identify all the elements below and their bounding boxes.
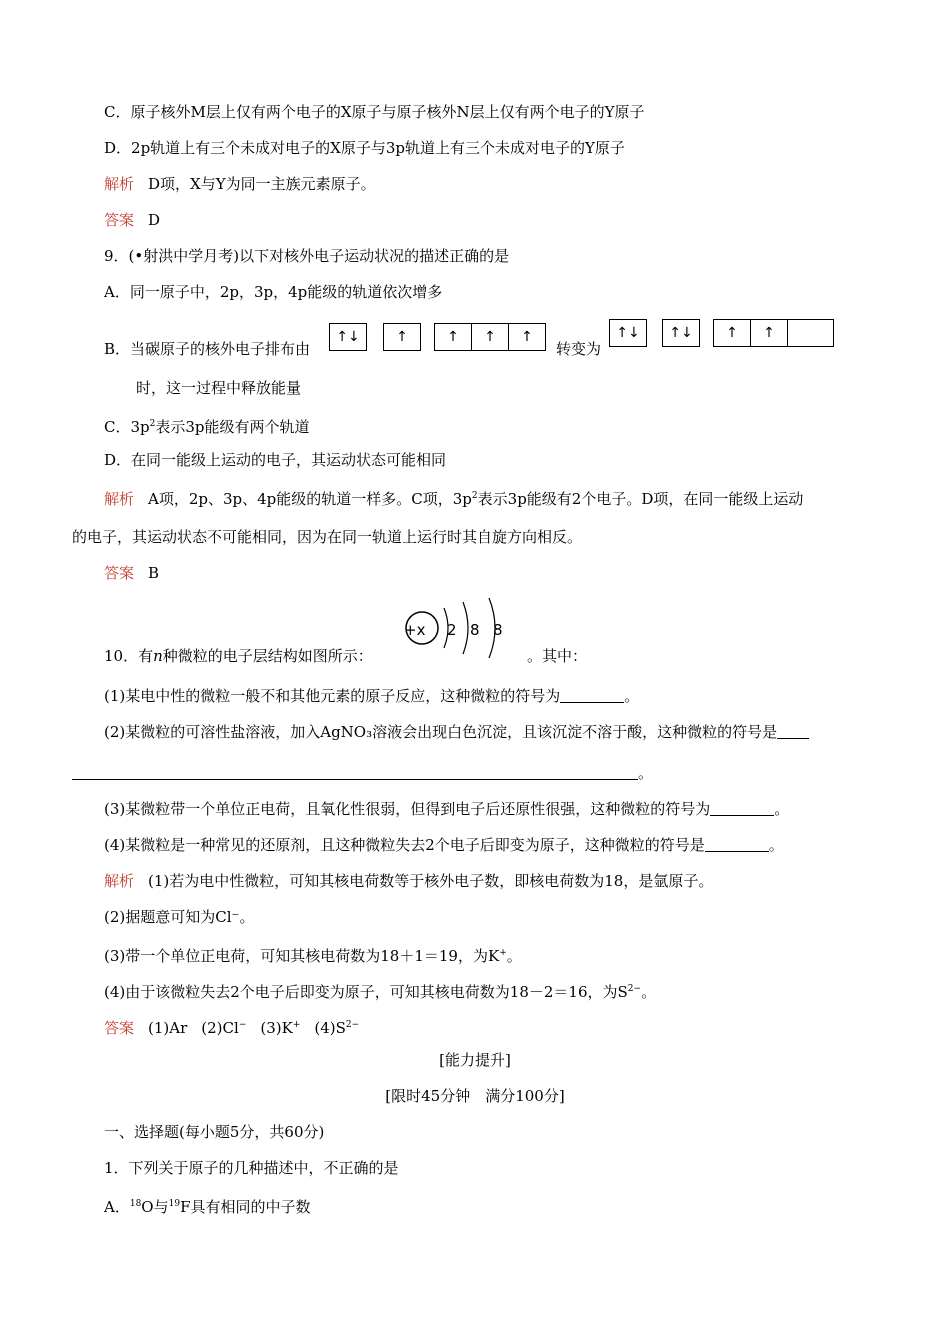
- orbital-before-2p: [434, 323, 546, 351]
- orbital-before-2s: [383, 323, 421, 351]
- question-9: 9．(•射洪中学月考)以下对核外电子运动状况的描述正确的是: [104, 247, 510, 265]
- analysis-label: 解析: [104, 175, 135, 193]
- option-c-q8: C．原子核外M层上仅有两个电子的X原子与原子核外N层上仅有两个电子的Y原子: [104, 103, 645, 121]
- orbital-box: ↑: [383, 323, 421, 351]
- orbital-box: ↑: [750, 319, 788, 347]
- option-d-q9: D．在同一能级上运动的电子，其运动状态可能相同: [104, 451, 447, 469]
- option-c-q9: C．$3p^2$表示3p能级有两个轨道: [104, 418, 310, 436]
- analysis-q8: 解析 D项，X与Y为同一主族元素原子。: [104, 175, 376, 193]
- answer-label: 答案: [104, 211, 135, 229]
- question-10-end: 。其中：: [527, 647, 588, 665]
- question-10-part2: (2)某微粒的可溶性盐溶液，加入AgNO₃溶液会出现白色沉淀，且该沉淀不溶于酸，这种微粒的符号是: [104, 722, 809, 742]
- answer-q10: 答案 (1)Ar (2)Cl− (3)K+ $(4)S^{2-}$: [104, 1019, 360, 1037]
- analysis-q9-line2: 的电子，其运动状态不可能相同，因为在同一轨道上运行时其自旋方向相反。: [72, 528, 583, 546]
- orbital-box: ↑: [508, 323, 546, 351]
- shell-count: 2: [447, 621, 457, 639]
- orbital-box: ↑: [713, 319, 751, 347]
- answer-q8: 答案 D: [104, 211, 161, 229]
- option-d-q8: D．2p轨道上有三个未成对电子的X原子与3p轨道上有三个未成对电子的Y原子: [104, 139, 625, 157]
- nucleus-label: +x: [404, 621, 426, 639]
- question-10-part3: (3)某微粒带一个单位正电荷，且氧化性很弱，但得到电子后还原性很强，这种微粒的符号为 。: [104, 800, 790, 818]
- analysis-q10-3: (3)带一个单位正电荷，可知其核电荷数为18＋1＝19，为K+。: [104, 947, 522, 965]
- orbital-after-2p: [713, 319, 834, 347]
- question-1: 1．下列关于原子的几种描述中，不正确的是: [104, 1159, 399, 1177]
- answer-blank[interactable]: [710, 801, 774, 816]
- answer-blank[interactable]: [705, 837, 769, 852]
- shell-count: 8: [470, 621, 480, 639]
- question-10-part2-line2: 。: [72, 763, 653, 783]
- answer-blank[interactable]: [72, 765, 638, 780]
- analysis-q10-2: (2)据题意可知为Cl⁻。: [104, 908, 255, 926]
- orbital-box: ↑↓: [662, 319, 700, 347]
- orbital-after-1s: [609, 319, 647, 347]
- question-10: 10．有n种微粒的电子层结构如图所示：: [104, 647, 373, 665]
- orbital-box: ↑↓: [609, 319, 647, 347]
- orbital-box: ↑: [434, 323, 472, 351]
- option-a-q1: A．$^{18}$O与$^{19}$F具有相同的中子数: [104, 1198, 311, 1216]
- option-a-q9: A．同一原子中，2p，3p，4p能级的轨道依次增多: [104, 283, 443, 301]
- analysis-q10: 解析 (1)若为电中性微粒，可知其核电荷数等于核外电子数，即核电荷数为18，是氩原子。: [104, 872, 714, 890]
- answer-q9: 答案 B: [104, 564, 160, 582]
- section-title: 一、选择题(每小题5分，共60分): [104, 1123, 325, 1141]
- question-10-part4: (4)某微粒是一种常见的还原剂，且这种微粒失去2个电子后即变为原子，这种微粒的符号是 。: [104, 836, 784, 854]
- question-10-part1: (1)某电中性的微粒一般不和其他元素的原子反应，这种微粒的符号为 。: [104, 687, 640, 705]
- orbital-box: [787, 319, 834, 347]
- orbital-box: ↑↓: [329, 323, 367, 351]
- section-subheading: [限时45分钟 满分100分]: [385, 1087, 565, 1105]
- answer-blank[interactable]: [560, 688, 624, 703]
- option-b-q9-mid: 转变为: [556, 340, 602, 358]
- option-b-q9-start: B．当碳原子的核外电子排布由: [104, 340, 311, 358]
- orbital-before-1s: [329, 323, 367, 351]
- option-b-q9-end: 时，这一过程中释放能量: [136, 379, 302, 397]
- analysis-q9: 解析 A项，2p、3p、4p能级的轨道一样多。C项，$3p^2$表示3p能级有2个电子。D项，在同一能级上运动: [104, 490, 804, 508]
- shell-count: 8: [493, 621, 503, 639]
- section-heading: [能力提升]: [439, 1051, 511, 1069]
- orbital-after-2s: [662, 319, 700, 347]
- answer-blank[interactable]: [777, 724, 809, 739]
- analysis-q10-4: (4)由于该微粒失去2个电子后即变为原子，可知其核电荷数为18－2＝16，为$S^{2-}$。: [104, 983, 657, 1001]
- orbital-box: ↑: [471, 323, 509, 351]
